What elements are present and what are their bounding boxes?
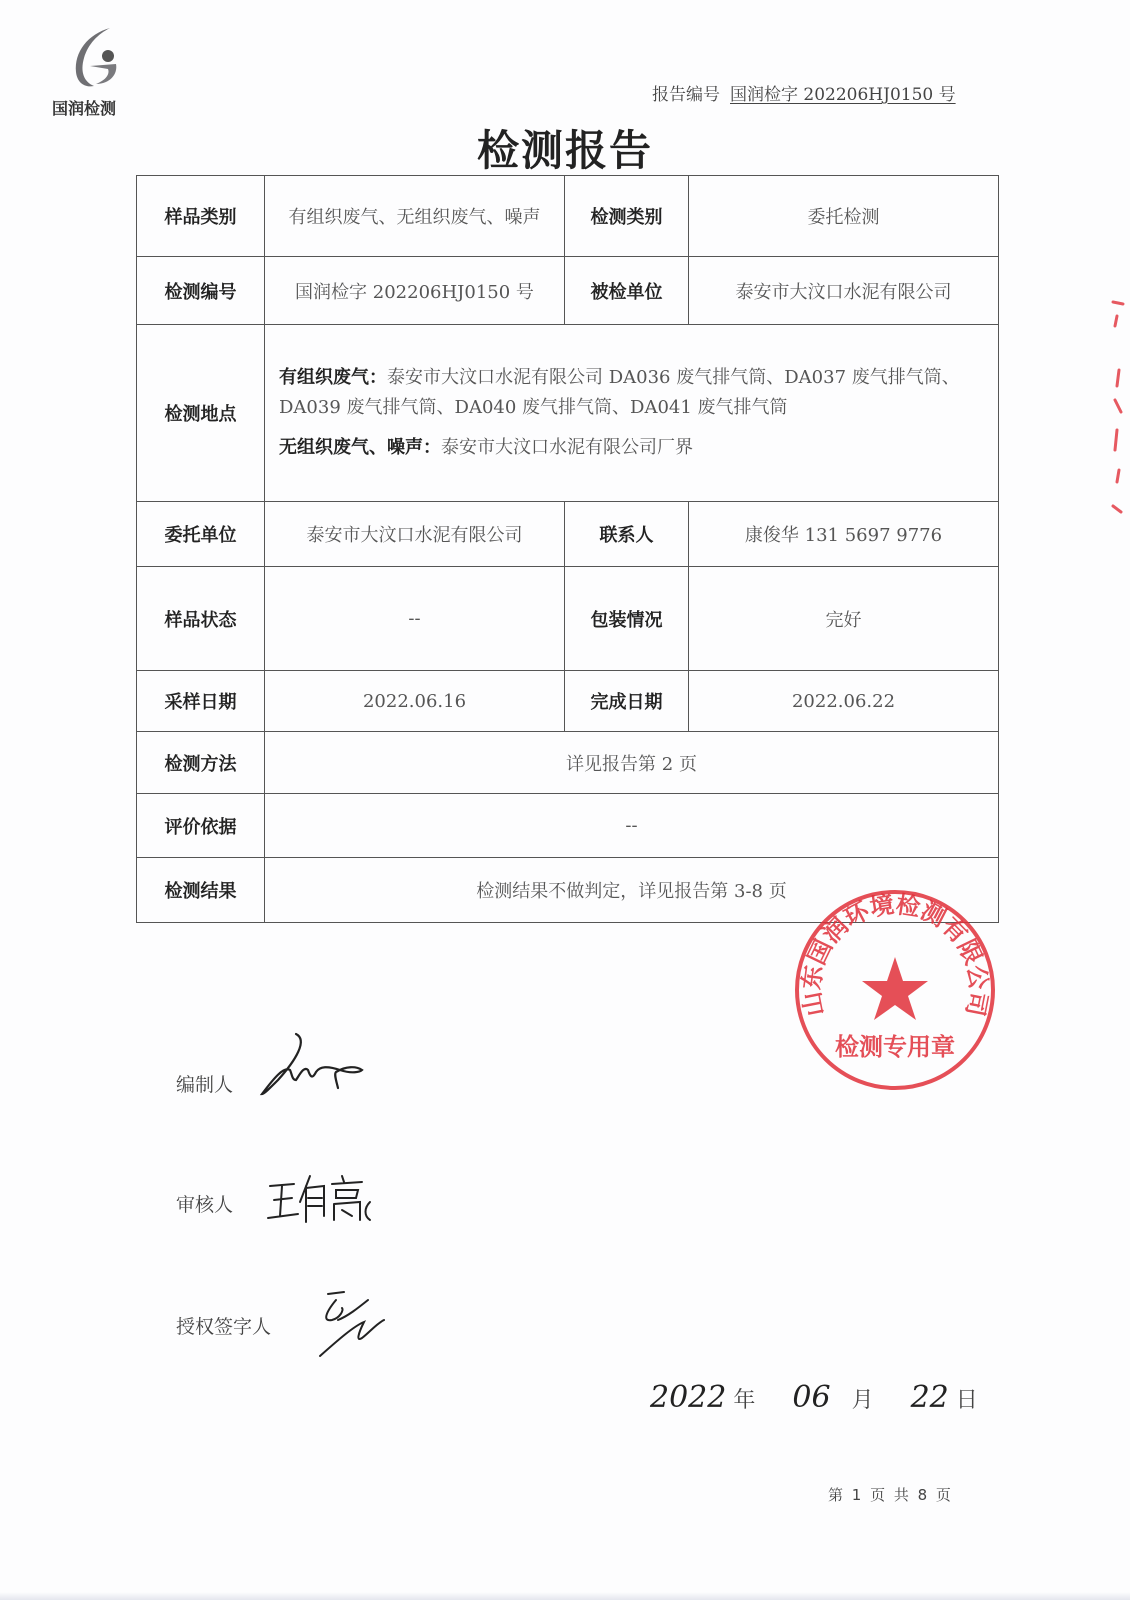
- table-row: [137, 794, 999, 858]
- location-unorganized-exhaust-noise: 无组织废气、噪声：泰安市大汶口水泥有限公司厂界: [279, 437, 693, 458]
- date-month: 06: [792, 1380, 831, 1415]
- compiler-signature-icon: [256, 1030, 376, 1100]
- table-row: [137, 732, 999, 794]
- location-organized-exhaust: 有组织废气：泰安市大汶口水泥有限公司 DA036 废气排气筒、DA037 废气排气筒、DA039 废气排气筒、DA040 废气排气筒、DA041 废气排气筒: [279, 367, 960, 418]
- label-client: 委托单位: [137, 502, 265, 567]
- value-sample-type: 有组织废气、无组织废气、噪声: [265, 176, 565, 257]
- value-sample-status: --: [265, 567, 565, 671]
- authorizer-signature-icon: [318, 1290, 388, 1360]
- logo-text: 国润检测: [52, 99, 117, 118]
- label-sample-status: 样品状态: [137, 567, 265, 671]
- date-month-unit: 月: [851, 1388, 874, 1413]
- label-evaluation-basis: 评价依据: [137, 794, 265, 858]
- value-evaluation-basis: --: [265, 794, 999, 858]
- label-test-method: 检测方法: [137, 732, 265, 794]
- label-inspected-unit: 被检单位: [565, 257, 689, 325]
- label-packaging: 包装情况: [565, 567, 689, 671]
- date-day-unit: 日: [955, 1388, 978, 1413]
- table-row: [137, 325, 999, 502]
- label-completion-date: 完成日期: [565, 671, 689, 732]
- reviewer-signature-icon: [266, 1172, 386, 1228]
- scan-edge: [0, 1592, 1130, 1600]
- report-number: [652, 80, 956, 105]
- value-test-type: 委托检测: [689, 176, 999, 257]
- table-row: [137, 257, 999, 325]
- value-sampling-date: 2022.06.16: [265, 671, 565, 732]
- table-row: [137, 176, 999, 257]
- label-sample-type: 样品类别: [137, 176, 265, 257]
- label-contact: 联系人: [565, 502, 689, 567]
- table-row: [137, 502, 999, 567]
- label-sampling-date: 采样日期: [137, 671, 265, 732]
- report-info-table: [136, 175, 999, 923]
- label-test-location: 检测地点: [137, 325, 265, 502]
- table-row: [137, 567, 999, 671]
- value-packaging: 完好: [689, 567, 999, 671]
- value-contact: 康俊华 131 5697 9776: [689, 502, 999, 567]
- reviewer-label: 审核人: [176, 1194, 234, 1216]
- svg-text:检测专用章: 检测专用章: [835, 1033, 955, 1061]
- date-year: 2022: [650, 1380, 727, 1415]
- sign-date: [650, 1380, 978, 1415]
- logo-mark-icon: [66, 26, 126, 90]
- authorizer-label: 授权签字人: [176, 1316, 272, 1338]
- value-client: 泰安市大汶口水泥有限公司: [265, 502, 565, 567]
- value-test-number: 国润检字 202206HJ0150 号: [265, 257, 565, 325]
- value-test-result: 检测结果不做判定，详见报告第 3-8 页: [265, 858, 999, 923]
- document-title: 检测报告: [476, 126, 653, 175]
- label-test-number: 检测编号: [137, 257, 265, 325]
- official-seal-icon: [790, 885, 1000, 1095]
- compiler-label: 编制人: [176, 1074, 234, 1096]
- report-number-value: 国润检字 202206HJ0150 号: [730, 85, 956, 105]
- date-day: 22: [910, 1380, 949, 1415]
- value-test-method: 详见报告第 2 页: [265, 732, 999, 794]
- label-test-type: 检测类别: [565, 176, 689, 257]
- report-number-label: 报告编号: [652, 85, 720, 105]
- value-completion-date: 2022.06.22: [689, 671, 999, 732]
- seam-seal-fragment-icon: [1095, 300, 1125, 520]
- svg-text:山东国润环境检测有限公司: 山东国润环境检测有限公司: [797, 890, 993, 1019]
- label-test-result: 检测结果: [137, 858, 265, 923]
- page-number: 第 1 页 共 8 页: [828, 1486, 953, 1504]
- value-inspected-unit: 泰安市大汶口水泥有限公司: [689, 257, 999, 325]
- date-year-unit: 年: [733, 1388, 756, 1413]
- table-row: [137, 671, 999, 732]
- value-test-location: [265, 325, 999, 502]
- company-logo: [52, 26, 142, 118]
